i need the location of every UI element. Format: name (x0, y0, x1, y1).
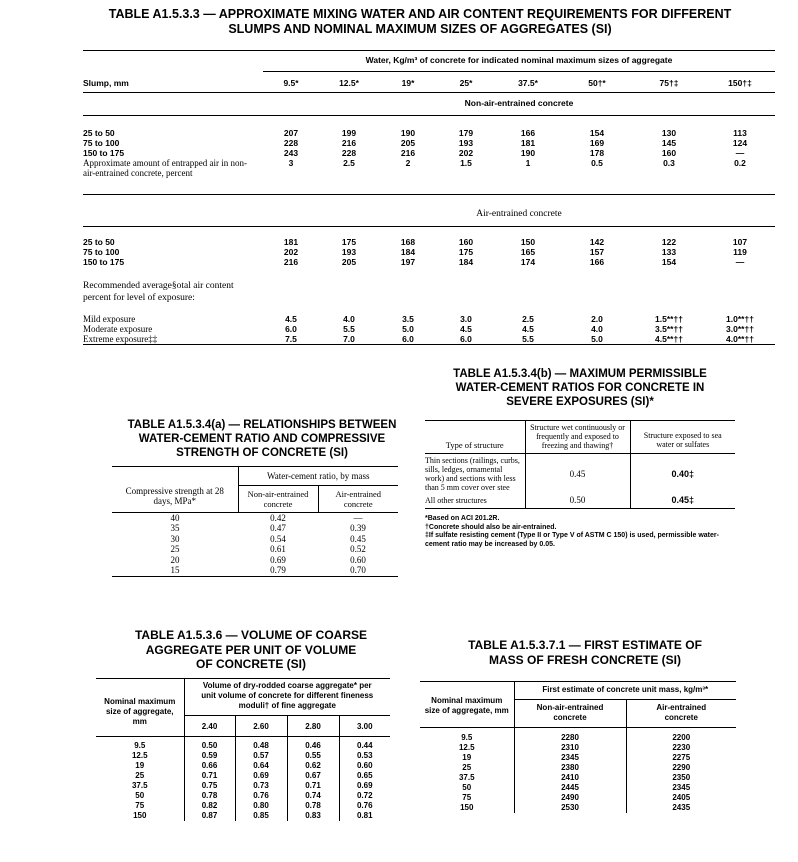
table-a1536-title: TABLE A1.5.3.6 — VOLUME OF COARSE AGGREGATE PER UNIT OF VOLUME OF CONCRETE (SI) (134, 628, 368, 671)
table-row: 150 2530 2435 (420, 803, 736, 813)
nominal-size-header: Nominal maximum size of aggregate, mm (420, 682, 514, 728)
table-row: 75 0.82 0.80 0.78 0.76 (96, 801, 390, 811)
table-row: 25 to 50 207 199 190 179 166 154 130 113 (83, 128, 747, 138)
size-header: 9.5* (263, 72, 319, 93)
table-a15334b-title: TABLE A1.5.3.4(b) — MAXIMUM PERMISSIBLE WATER-CEMENT RATIOS FOR CONCRETE IN SEVERE EXPOSURES (SI)* (453, 368, 707, 408)
recommended-air-label: Recommended average§otal air content percent for level of exposure: (83, 281, 234, 303)
table-a1533-title-line1: TABLE A1.5.3.3 — APPROXIMATE MIXING WATER AND AIR CONTENT REQUIREMENTS FOR DIFFERENT (108, 7, 732, 21)
table-row: All other structures 0.50 0.45‡ (425, 494, 735, 509)
table-a1536 (96, 678, 390, 821)
table-a15371-title: TABLE A1.5.3.7.1 — FIRST ESTIMATE OF MASS OF FRESH CONCRETE (SI) (468, 638, 702, 667)
table-row: Mild exposure 4.5 4.0 3.5 3.0 2.5 2.0 1.5**†† 1.0**†† (83, 314, 754, 324)
non-air-header: Non-air-entrained concrete (514, 700, 626, 728)
table-row: 12.5 0.59 0.57 0.55 0.53 (96, 751, 390, 761)
table-row: Moderate exposure 6.0 5.5 5.0 4.5 4.5 4.0 3.5**†† 3.0**†† (83, 324, 754, 334)
non-air-section-label: Non-air-entrained concrete (263, 93, 775, 116)
table-row: Approximate amount of entrapped air in non-air-entrained concrete, percent 3 2.5 2 1.5 1 0.5 0.3 0.2 (83, 158, 775, 195)
table-row: 75 to 100 228 216 205 193 181 169 145 124 (83, 138, 748, 148)
table-row: 25 to 50 181 175 168 160 150 142 122 107 (83, 237, 748, 247)
fm-header: 3.00 (356, 722, 373, 731)
fm-header: 2.80 (287, 716, 339, 737)
table-row: 50 0.78 0.76 0.74 0.72 (96, 791, 390, 801)
air-section-label: Air-entrained concrete (263, 209, 775, 227)
size-header: 37.5* (495, 72, 561, 93)
table-row: 9.5 0.50 0.48 0.46 0.44 (96, 737, 390, 752)
size-header: 12.5* (319, 72, 379, 93)
table-row: 150 to 175 216 205 197 184 174 166 154 — (83, 257, 745, 267)
table-row: 50 2445 2345 (420, 783, 736, 793)
table-a1533-title (60, 7, 780, 37)
table-row: 25 0.71 0.69 0.67 0.65 (96, 771, 390, 781)
fm-header: 2.40 (184, 716, 235, 737)
table-a1533 (83, 50, 775, 345)
size-header: 19* (379, 72, 437, 93)
size-header: 50†* (561, 72, 633, 93)
sea-water-header: Structure exposed to sea water or sulfates (630, 421, 735, 454)
table-a1533-title-line2: SLUMPS AND NOMINAL MAXIMUM SIZES OF AGGREGATES (SI) (228, 22, 612, 36)
size-header: 75†‡ (633, 72, 705, 93)
size-header: 25* (437, 72, 495, 93)
table-row: 25 0.61 0.52 (170, 544, 366, 554)
table-row: 40 0.42 — (170, 512, 363, 523)
table-row: 30 0.54 0.45 (170, 533, 366, 544)
wet-structure-header: Structure wet continuously or frequently and exposed to freezing and thawing† (525, 421, 630, 454)
table-row: 150 0.87 0.85 0.83 0.81 (96, 811, 390, 821)
table-row: 19 0.66 0.64 0.62 0.60 (96, 761, 390, 771)
table-row: 150 to 175 243 228 216 202 190 178 160 — (83, 148, 745, 158)
compressive-strength-header: Compressive strength at 28 days, MPa* (112, 467, 238, 513)
air-header: Air-entrained concrete (656, 703, 707, 722)
table-row: 9.5 2280 2200 (420, 728, 736, 744)
table-row: 25 2380 2290 (420, 763, 736, 773)
fm-header: 2.60 (235, 716, 287, 737)
table-row: 75 2490 2405 (420, 793, 736, 803)
table-row: Extreme exposure‡‡ 7.5 7.0 6.0 6.0 5.5 5.0 4.5**†† 4.0**†† (83, 334, 775, 345)
table-row: 12.5 2310 2230 (420, 743, 736, 753)
type-of-structure-header: Type of structure (445, 440, 504, 450)
air-header: Air-entrained concrete (335, 488, 382, 509)
table-row: Thin sections (railings, curbs, sills, ledges, ornamental work) and sections with less than 5 mm cover over stee 0.45 0.40‡ (425, 454, 735, 495)
footnote: ‡If sulfate resisting cement (Type II or Type V of ASTM C 150) is used, permissible water-cement ratio may be increased by 0.05. (425, 532, 719, 548)
table-a15371 (420, 681, 736, 813)
volume-header: Volume of dry-rodded coarse aggregate* per unit volume of concrete for different fineness moduli† of fine aggregate (184, 679, 390, 716)
table-row: 75 to 100 202 193 184 175 165 157 133 119 (83, 247, 747, 257)
table-row: 35 0.47 0.39 (170, 523, 366, 533)
non-air-header: Non-air-entrained concrete (238, 485, 318, 512)
table-a15334b (425, 420, 735, 549)
footnote: *Based on ACI 201.2R. (425, 515, 500, 522)
table-row: 20 0.69 0.60 (170, 554, 366, 565)
table-row: 15 0.79 0.70 (112, 565, 398, 576)
first-estimate-header: First estimate of concrete unit mass, kg/m³* (514, 682, 736, 700)
wc-ratio-header: Water-cement ratio, by mass (238, 467, 398, 486)
footnote: †Concrete should also be air-entrained. (425, 523, 557, 531)
table-row: 37.5 0.75 0.73 0.71 0.69 (96, 781, 390, 791)
table-row: 19 2345 2275 (420, 753, 736, 763)
size-header: 150†‡ (705, 72, 775, 93)
table-a15334a (112, 466, 398, 577)
table-a15334a-title: TABLE A1.5.3.4(a) — RELATIONSHIPS BETWEEN WATER-CEMENT RATIO AND COMPRESSIVE STRENGTH OF CONCRETE (SI) (127, 419, 397, 459)
table-a1533-water-header: Water, Kg/m³ of concrete for indicated nominal maximum sizes of aggregate (263, 51, 775, 72)
nominal-size-header: Nominal maximum size of aggregate, mm (96, 679, 184, 737)
entrapped-air-label: Approximate amount of entrapped air in non-air-entrained concrete, percent (83, 158, 263, 195)
table-row: 37.5 2410 2350 (420, 773, 736, 783)
table-a1533-slump-header: Slump, mm (83, 72, 263, 93)
